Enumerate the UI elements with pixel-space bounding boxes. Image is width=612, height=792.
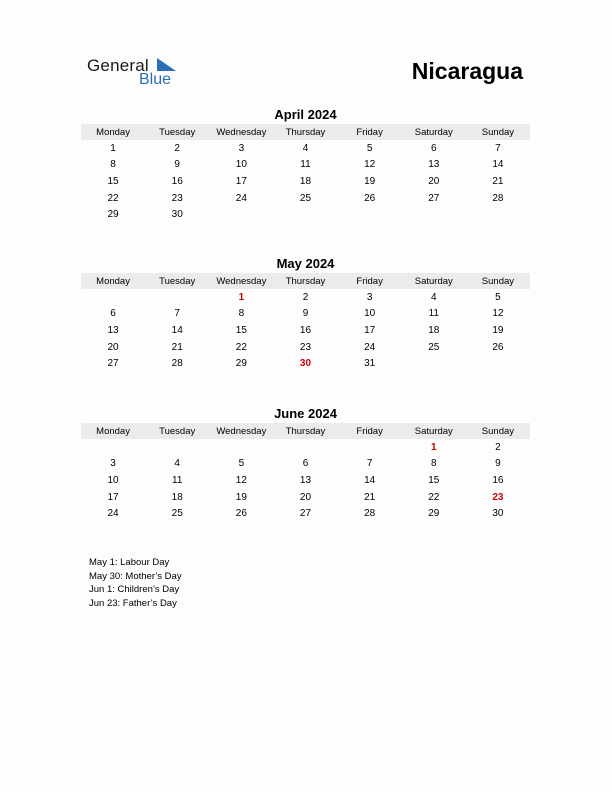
day-cell: 15 [428, 474, 440, 486]
day-cell: 7 [366, 458, 373, 470]
holiday-list [89, 556, 182, 611]
day-cell: 25 [171, 508, 183, 520]
weekday-label: Friday [356, 126, 383, 138]
weekday-header [81, 273, 530, 289]
holiday-item: Jun 1: Children’s Day [89, 584, 180, 596]
day-cell: 10 [107, 474, 119, 486]
week-row [81, 322, 530, 339]
weekday-label: Tuesday [159, 275, 196, 287]
day-cell: 26 [492, 341, 504, 353]
day-cell: 6 [302, 458, 309, 470]
day-cell: 29 [107, 209, 119, 221]
day-cell: 5 [495, 291, 501, 303]
weekday-label: Thursday [285, 275, 326, 287]
weekday-label: Sunday [481, 275, 515, 287]
month-may [81, 256, 530, 372]
day-cell: 13 [299, 474, 312, 486]
weekday-label: Sunday [481, 126, 515, 138]
day-cell: 9 [495, 458, 501, 470]
day-cell: 13 [428, 159, 440, 171]
country-title: Nicaragua [411, 58, 523, 84]
day-cell: 12 [364, 159, 376, 171]
day-cell: 3 [238, 142, 245, 154]
day-cell: 19 [364, 175, 376, 187]
day-cell: 11 [172, 474, 183, 486]
day-cell: 3 [110, 458, 116, 470]
day-cell: 22 [107, 192, 119, 204]
day-cell: 25 [299, 192, 312, 204]
day-cell: 9 [174, 159, 180, 171]
day-cell: 7 [174, 308, 180, 320]
day-cell: 22 [428, 491, 440, 503]
weekday-label: Saturday [414, 425, 453, 437]
day-cell: 19 [492, 324, 504, 336]
weekday-label: Monday [96, 425, 130, 437]
day-cell: 21 [364, 491, 376, 503]
day-cell: 15 [235, 324, 247, 336]
day-cell: 28 [492, 192, 504, 204]
day-cell: 6 [110, 308, 116, 320]
month-june [81, 406, 530, 522]
day-cell: 22 [235, 341, 247, 353]
day-cell: 18 [299, 175, 312, 187]
day-cell: 26 [235, 508, 247, 520]
day-cell: 12 [235, 474, 247, 486]
day-cell: 14 [171, 324, 183, 336]
day-cell: 16 [492, 474, 504, 486]
day-cell: 14 [492, 159, 504, 171]
day-cell: 2 [302, 291, 309, 303]
generalblue-logo [87, 56, 187, 92]
weekday-label: Saturday [414, 275, 453, 287]
weekday-header [81, 423, 530, 439]
week-row [81, 157, 530, 174]
day-cell: 5 [238, 458, 245, 470]
day-cell: 27 [428, 192, 440, 204]
day-cell: 4 [430, 291, 437, 303]
day-cell: 20 [428, 175, 440, 187]
week-row [81, 472, 530, 489]
weekday-label: Saturday [414, 126, 453, 138]
month-title: May 2024 [276, 256, 335, 271]
day-cell: 29 [235, 358, 247, 370]
weekday-label: Tuesday [159, 126, 196, 138]
week-row [81, 289, 530, 306]
day-cell: 23 [171, 192, 183, 204]
day-cell: 24 [364, 341, 376, 353]
weekday-label: Wednesday [216, 275, 267, 287]
day-cell: 17 [107, 491, 119, 503]
weekday-header [81, 124, 530, 140]
week-row [81, 489, 530, 506]
weekday-label: Friday [356, 425, 383, 437]
week-row [81, 439, 530, 456]
day-cell: 24 [235, 192, 247, 204]
day-cell: 11 [428, 308, 439, 320]
weekday-label: Monday [96, 126, 130, 138]
holiday-item: May 1: Labour Day [89, 557, 170, 568]
week-row [81, 456, 530, 473]
weekday-label: Friday [356, 275, 383, 287]
day-cell: 10 [235, 159, 247, 171]
weekday-label: Wednesday [216, 425, 267, 437]
day-cell: 2 [174, 142, 180, 154]
day-cell: 16 [299, 324, 312, 336]
day-cell: 23 [299, 341, 312, 353]
day-cell: 29 [428, 508, 440, 520]
month-title: April 2024 [274, 107, 337, 122]
day-cell: 11 [300, 159, 311, 171]
day-cell: 28 [364, 508, 376, 520]
day-cell: 21 [492, 175, 504, 187]
day-cell: 4 [174, 458, 180, 470]
day-cell: 8 [238, 308, 245, 320]
holiday-day-cell: 30 [299, 358, 312, 370]
holiday-day-cell: 1 [430, 441, 437, 453]
day-cell: 17 [235, 175, 247, 187]
day-cell: 21 [171, 341, 183, 353]
day-cell: 30 [492, 508, 504, 520]
weekday-label: Sunday [481, 425, 515, 437]
day-cell: 17 [364, 324, 376, 336]
day-cell: 8 [430, 458, 437, 470]
day-cell: 20 [299, 491, 312, 503]
logo-blue-text: Blue [139, 71, 172, 88]
logo-triangle-icon [157, 58, 177, 72]
weekday-label: Monday [96, 275, 130, 287]
day-cell: 18 [428, 324, 440, 336]
day-cell: 8 [110, 159, 116, 171]
day-cell: 7 [495, 142, 501, 154]
week-row [81, 140, 530, 157]
day-cell: 26 [364, 192, 376, 204]
day-cell: 4 [302, 142, 309, 154]
week-row [81, 173, 530, 190]
day-cell: 10 [364, 308, 376, 320]
day-cell: 27 [107, 358, 119, 370]
week-row [81, 206, 530, 223]
day-cell: 30 [171, 209, 183, 221]
day-cell: 5 [366, 142, 373, 154]
weekday-label: Wednesday [216, 126, 267, 138]
day-cell: 9 [302, 308, 309, 320]
week-row [81, 306, 530, 323]
week-row [81, 339, 530, 356]
day-cell: 2 [495, 441, 501, 453]
logo-general-text: General [87, 56, 149, 75]
day-cell: 16 [171, 175, 183, 187]
week-row [81, 505, 530, 522]
day-cell: 27 [299, 508, 312, 520]
day-cell: 12 [492, 308, 504, 320]
day-cell: 1 [110, 142, 116, 154]
holiday-day-cell: 23 [492, 491, 504, 503]
month-april [81, 107, 530, 223]
weekday-label: Tuesday [159, 425, 196, 437]
day-cell: 18 [171, 491, 183, 503]
day-cell: 25 [428, 341, 440, 353]
weekday-label: Thursday [285, 126, 326, 138]
week-row [81, 355, 530, 372]
day-cell: 28 [171, 358, 183, 370]
month-title: June 2024 [274, 406, 337, 421]
weekday-label: Thursday [285, 425, 326, 437]
holiday-item: May 30: Mother’s Day [89, 570, 182, 582]
day-cell: 20 [107, 341, 119, 353]
day-cell: 3 [366, 291, 373, 303]
day-cell: 15 [107, 175, 119, 187]
day-cell: 14 [364, 474, 376, 486]
day-cell: 6 [430, 142, 437, 154]
holiday-item: Jun 23: Father’s Day [89, 598, 177, 610]
day-cell: 24 [107, 508, 119, 520]
day-cell: 19 [235, 491, 247, 503]
holiday-day-cell: 1 [238, 291, 245, 303]
week-row [81, 190, 530, 207]
day-cell: 13 [107, 324, 119, 336]
day-cell: 31 [364, 358, 376, 370]
